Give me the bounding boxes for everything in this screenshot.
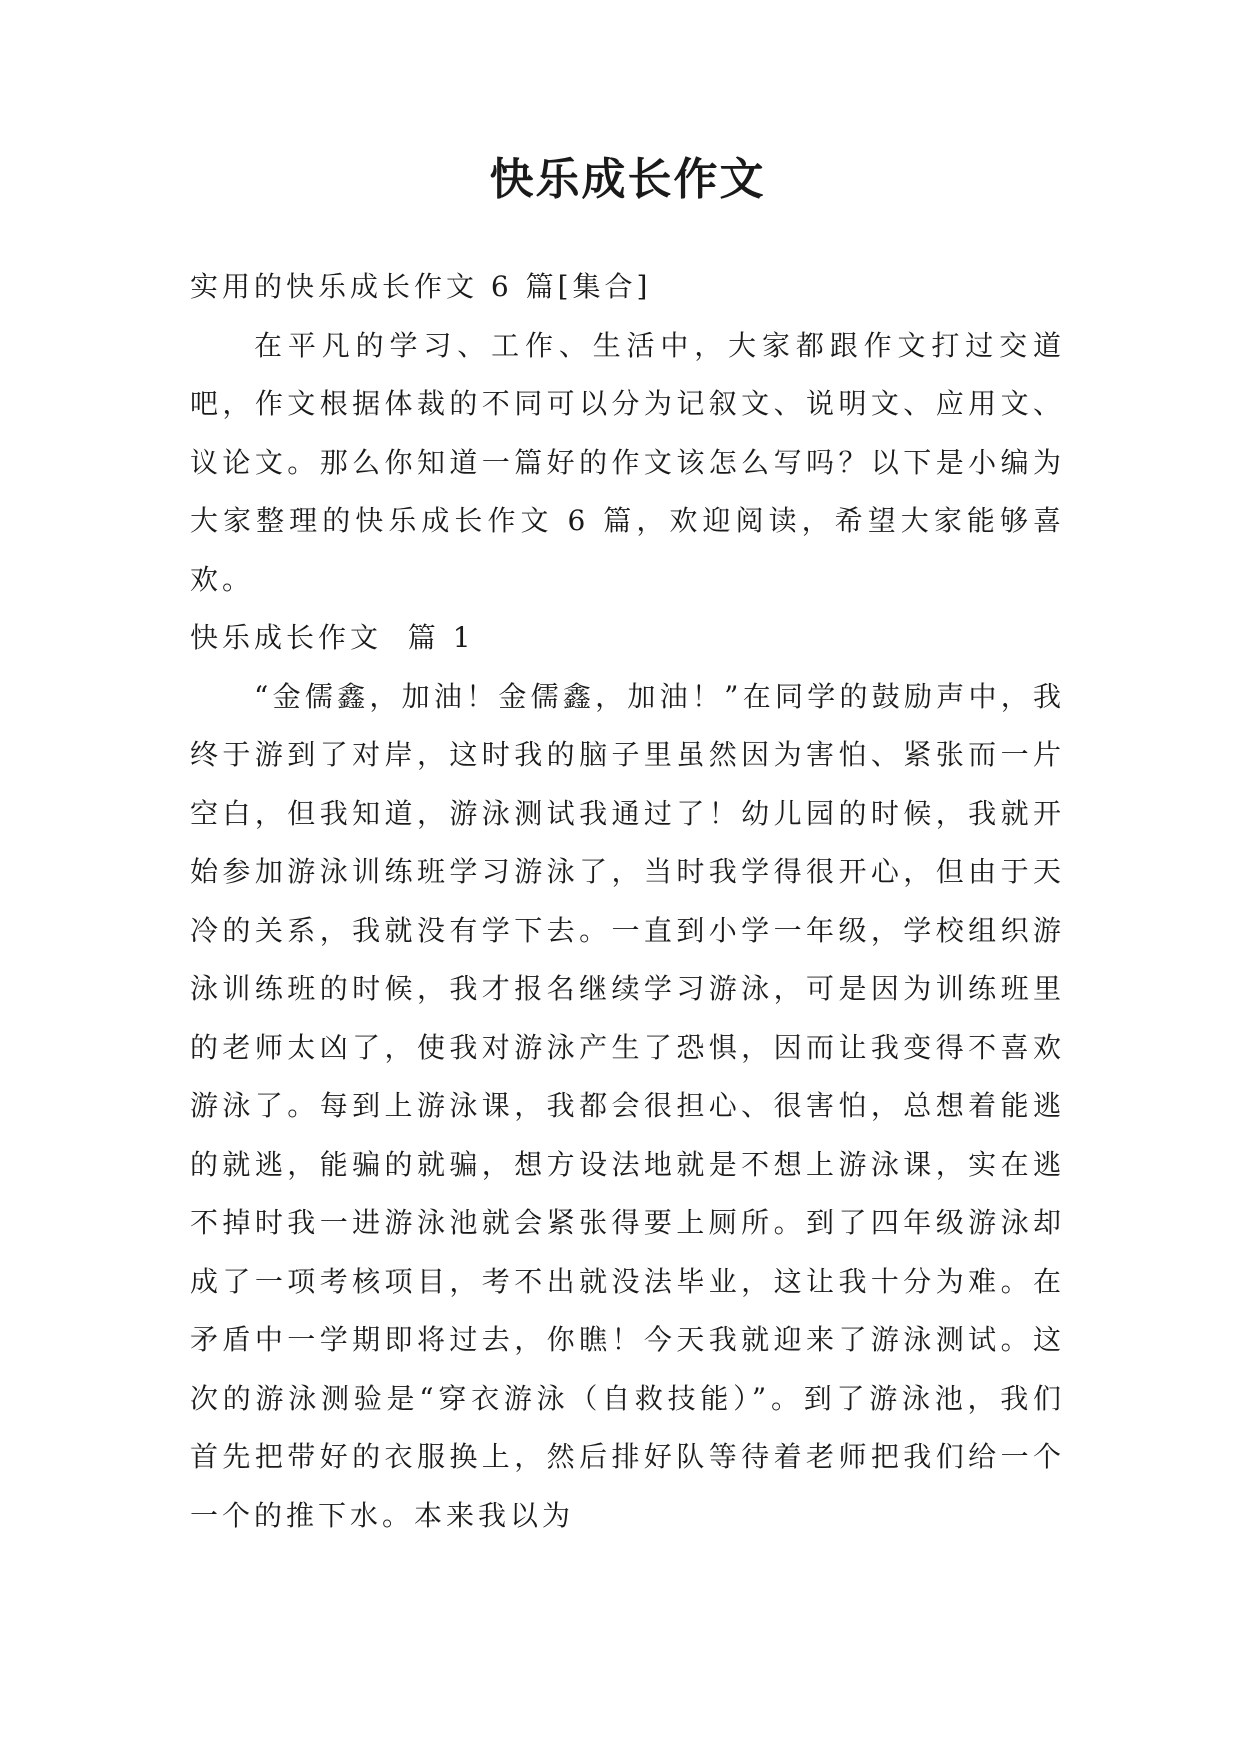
document-title: 快乐成长作文	[489, 154, 766, 205]
document-body	[190, 258, 1065, 1545]
section-paragraph: “金儒鑫，加油！金儒鑫，加油！”在同学的鼓励声中，我终于游到了对岸，这时我的脑子里虽然因为害怕、紧张而一片空白，但我知道，游泳测试我通过了！幼儿园的时候，我就开始参加游泳训练班学习游泳了，当时我学得很开心，但由于天冷的关系，我就没有学下去。一直到小学一年级，学校组织游泳训练班的时候，我才报名继续学习游泳，可是因为训练班里的老师太凶了，使我对游泳产生了恐惧，因而让我变得不喜欢游泳了。每到上游泳课，我都会很担心、很害怕，总想着能逃的就逃，能骗的就骗，想方设法地就是不想上游泳课，实在逃不掉时我一进游泳池就会紧张得要上厕所。到了四年级游泳却成了一项考核项目，考不出就没法毕业，这让我十分为难。在矛盾中一学期即将过去，你瞧！今天我就迎来了游泳测试。这次的游泳测验是“穿衣游泳（自救技能）”。到了游泳池，我们首先把带好的衣服换上，然后排好队等待着老师把我们给一个一个的推下水。本来我以为	[190, 679, 1065, 1532]
section-heading: 快乐成长作文 篇 1	[190, 621, 475, 654]
document-subtitle: 实用的快乐成长作文 6 篇[集合]	[190, 270, 652, 303]
intro-paragraph: 在平凡的学习、工作、生活中，大家都跟作文打过交道吧，作文根据体裁的不同可以分为记叙文、说明文、应用文、议论文。那么你知道一篇好的作文该怎么写吗？以下是小编为大家整理的快乐成长作文 6 篇，欢迎阅读，希望大家能够喜欢。	[190, 328, 1065, 596]
